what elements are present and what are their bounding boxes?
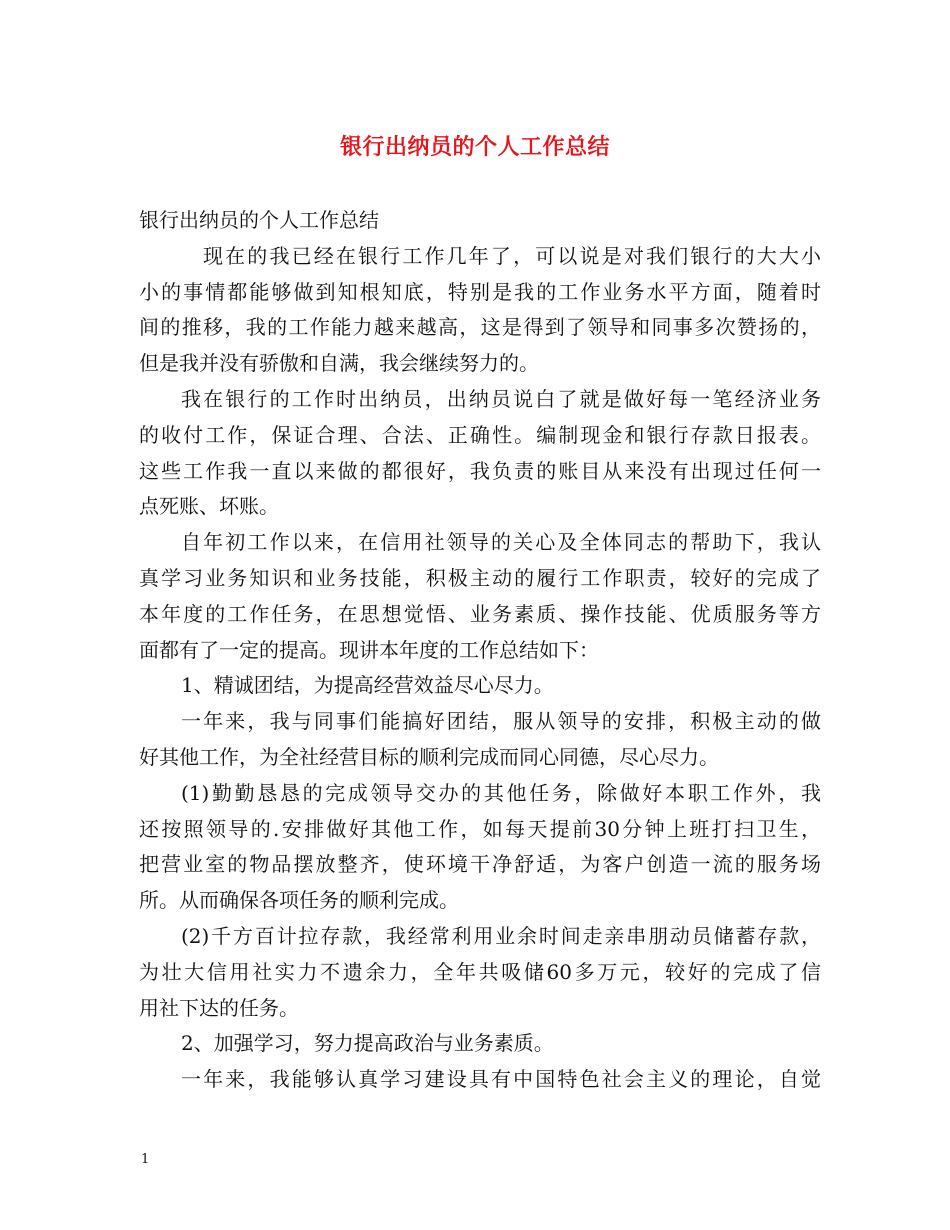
document-title: 银行出纳员的个人工作总结 (339, 134, 610, 160)
paragraph-6-line: 用社下达的任务。 (139, 995, 299, 1020)
section-heading-2: 2、加强学习，努力提高政治与业务素质。 (181, 1031, 554, 1056)
paragraph-3-line: 真学习业务知识和业务技能，积极主动的履行工作职责，较好的完成了 (139, 565, 821, 590)
paragraph-1-line: 小的事情都能够做到知根知底，特别是我的工作业务水平方面，随着时 (139, 279, 821, 304)
paragraph-4-line: 好其他工作，为全社经营目标的顺利完成而同心同德，尽心尽力。 (139, 744, 719, 769)
paragraph-5-line: 还按照领导的.安排做好其他工作，如每天提前30分钟上班打扫卫生， (139, 816, 821, 841)
paragraph-5-line: (1)勤勤恳恳的完成领导交办的其他任务，除做好本职工作外，我 (181, 780, 821, 805)
paragraph-2-line: 这些工作我一直以来做的都很好，我负责的账目从来没有出现过任何一 (139, 458, 821, 483)
paragraph-5-line: 把营业室的物品摆放整齐，使环境干净舒适，为客户创造一流的服务场 (139, 852, 821, 877)
paragraph-2-line: 点死账、坏账。 (139, 494, 279, 519)
paragraph-3-line: 本年度的工作任务，在思想觉悟、业务素质、操作技能、优质服务等方 (139, 601, 821, 626)
paragraph-1-line: 间的推移，我的工作能力越来越高，这是得到了领导和同事多次赞扬的， (139, 315, 821, 340)
paragraph-6-line: 为壮大信用社实力不遗余力，全年共吸储60多万元，较好的完成了信 (139, 959, 821, 984)
paragraph-1-line: 但是我并没有骄傲和自满，我会继续努力的。 (139, 351, 539, 376)
paragraph-5-line: 所。从而确保各项任务的顺利完成。 (139, 888, 459, 913)
paragraph-3-line: 面都有了一定的提高。现讲本年度的工作总结如下： (139, 637, 599, 662)
page-number: 1 (141, 1152, 150, 1167)
paragraph-2-line: 我在银行的工作时出纳员，出纳员说白了就是做好每一笔经济业务 (181, 386, 821, 411)
body-heading: 银行出纳员的个人工作总结 (139, 208, 379, 232)
paragraph-4-line: 一年来，我与同事们能搞好团结，服从领导的安排，积极主动的做 (181, 709, 821, 734)
section-heading-1: 1、精诚团结，为提高经营效益尽心尽力。 (181, 673, 554, 698)
paragraph-2-line: 的收付工作，保证合理、合法、正确性。编制现金和银行存款日报表。 (139, 422, 821, 447)
paragraph-3-line: 自年初工作以来，在信用社领导的关心及全体同志的帮助下，我认 (181, 530, 821, 555)
paragraph-6-line: (2)千方百计拉存款，我经常利用业余时间走亲串朋动员储蓄存款， (181, 923, 821, 948)
paragraph-7-line: 一年来，我能够认真学习建设具有中国特色社会主义的理论，自觉 (181, 1067, 821, 1092)
paragraph-1-line: 现在的我已经在银行工作几年了，可以说是对我们银行的大大小 (203, 243, 821, 268)
document-body (139, 203, 821, 1098)
